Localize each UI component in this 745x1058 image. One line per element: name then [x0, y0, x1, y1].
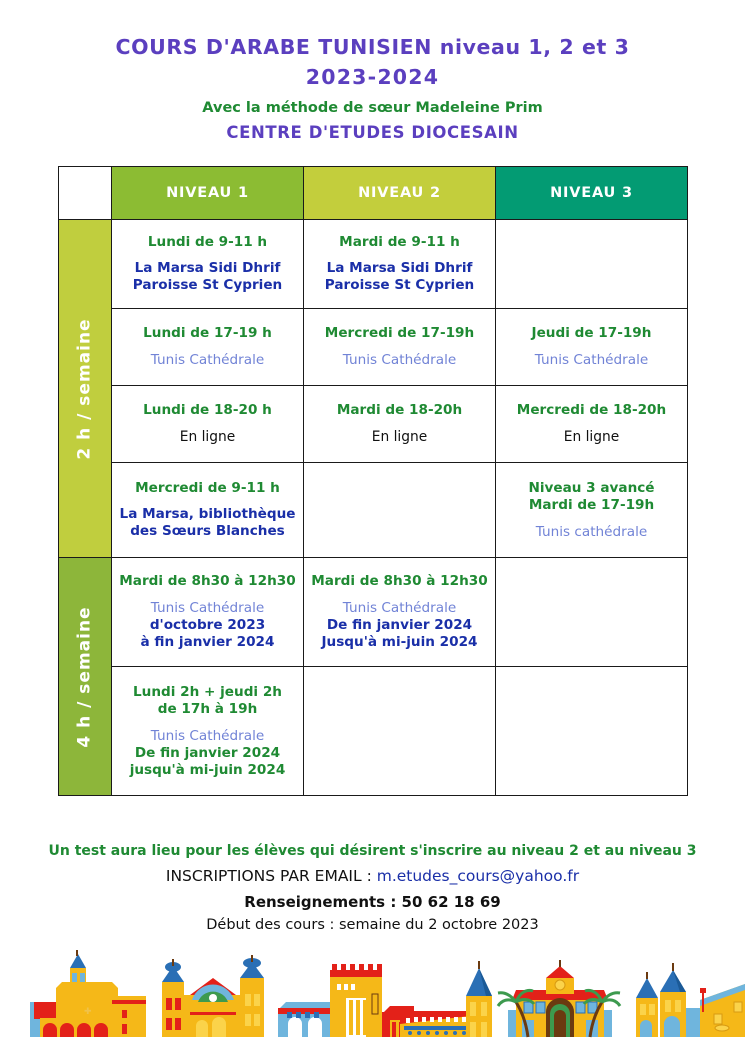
cell-time: Lundi de 17-19 h [143, 325, 272, 341]
schedule-table-wrapper [58, 166, 688, 796]
renseignements-line: Renseignements : 50 62 18 69 [244, 893, 501, 911]
email-link[interactable]: m.etudes_cours@yahoo.fr [376, 867, 580, 885]
table-row [59, 558, 688, 667]
cell-r2-niveau1 [112, 309, 304, 386]
cell-r3-niveau1 [112, 386, 304, 463]
cell-time: Mercredi de 17-19h [324, 325, 475, 341]
cell-time: Mardi de 8h30 à 12h30 [311, 573, 488, 589]
cell-r1-niveau2 [304, 220, 496, 309]
subtitle-centre: CENTRE D'ETUDES DIOCESAIN [226, 123, 519, 142]
cell-place: La Marsa Sidi Dhrif Paroisse St Cyprien [132, 260, 283, 293]
cell-r4-niveau1 [112, 463, 304, 558]
cell-place: Tunis Cathédrale [534, 352, 649, 368]
cell-place: Tunis cathédrale [535, 523, 648, 540]
column-header-niveau-3: NIVEAU 3 [496, 167, 688, 220]
cell-time: Lundi de 18-20 h [143, 402, 272, 418]
cell-time: Niveau 3 avancé Mardi de 17-19h [528, 479, 655, 513]
cell-time: Lundi de 9-11 h [147, 234, 268, 250]
cell-r5-niveau1 [112, 558, 304, 667]
page-title: COURS D'ARABE TUNISIEN niveau 1, 2 et 3 [115, 35, 630, 59]
section-label-2h-text: 2 h / semaine [75, 317, 96, 460]
cell-r3-niveau3 [496, 386, 688, 463]
cell-place: La Marsa Sidi Dhrif Paroisse St Cyprien [324, 260, 475, 293]
cell-r3-niveau2 [304, 386, 496, 463]
section-label-2h-semaine [59, 220, 112, 558]
cell-r5-niveau2 [304, 558, 496, 667]
cell-r2-niveau2 [304, 309, 496, 386]
column-header-niveau-1: NIVEAU 1 [112, 167, 304, 220]
cell-place: En ligne [563, 429, 620, 445]
cell-place: Tunis Cathédrale [342, 600, 457, 616]
test-notice: Un test aura lieu pour les élèves qui désirent s'inscrire au niveau 2 et au niveau 3 [48, 843, 697, 859]
debut-cours-line: Début des cours : semaine du 2 octobre 2023 [206, 917, 539, 933]
inscriptions-label: INSCRIPTIONS PAR EMAIL : [165, 867, 377, 885]
cell-place: En ligne [371, 429, 428, 445]
cell-place: La Marsa, bibliothèque des Sœurs Blanches [119, 506, 296, 539]
cell-place: Tunis Cathédrale [150, 727, 265, 744]
cell-time: Mardi de 9-11 h [339, 234, 460, 250]
table-row [59, 220, 688, 309]
table-header-row [59, 167, 688, 220]
cell-r2-niveau3 [496, 309, 688, 386]
table-row [59, 667, 688, 796]
cell-place: Tunis Cathédrale [150, 352, 265, 368]
poster-footer [0, 840, 745, 936]
cell-r4-niveau2-empty [304, 463, 496, 558]
poster-header [0, 0, 745, 145]
cell-period: d'octobre 2023 à fin janvier 2024 [140, 617, 275, 650]
page-title-year: 2023-2024 [305, 65, 440, 89]
cell-time: Lundi 2h + jeudi 2h de 17h à 19h [133, 683, 282, 717]
table-row [59, 309, 688, 386]
cell-r1-niveau3-empty [496, 220, 688, 309]
cell-time: Mercredi de 18-20h [516, 402, 667, 418]
cell-time: Mercredi de 9-11 h [135, 480, 280, 496]
cell-r6-niveau1 [112, 667, 304, 796]
table-row [59, 386, 688, 463]
table-corner-cell [59, 167, 112, 220]
cell-place: Tunis Cathédrale [342, 352, 457, 368]
subtitle-method: Avec la méthode de sœur Madeleine Prim [202, 100, 543, 116]
cell-r6-niveau3-empty [496, 667, 688, 796]
cell-period: De fin janvier 2024 jusqu'à mi-juin 2024 [129, 744, 286, 778]
cell-r6-niveau2-empty [304, 667, 496, 796]
cell-place: Tunis Cathédrale [150, 600, 265, 616]
table-row [59, 463, 688, 558]
section-label-4h-text: 4 h / semaine [75, 605, 96, 748]
cell-place: En ligne [179, 429, 236, 445]
cell-period: De fin janvier 2024 Jusqu'à mi-juin 2024 [321, 617, 478, 650]
cell-r1-niveau1 [112, 220, 304, 309]
inscriptions-line [0, 862, 745, 890]
cell-time: Mardi de 18-20h [336, 402, 463, 418]
column-header-niveau-2: NIVEAU 2 [304, 167, 496, 220]
section-label-4h-semaine [59, 558, 112, 796]
tunis-churches-skyline-illustration [0, 940, 745, 1054]
cell-r5-niveau3-empty [496, 558, 688, 667]
svg-text:✚: ✚ [84, 1007, 92, 1017]
cell-time: Mardi de 8h30 à 12h30 [119, 573, 296, 589]
cell-r4-niveau3 [496, 463, 688, 558]
schedule-table [58, 166, 688, 796]
cell-time: Jeudi de 17-19h [531, 325, 652, 341]
